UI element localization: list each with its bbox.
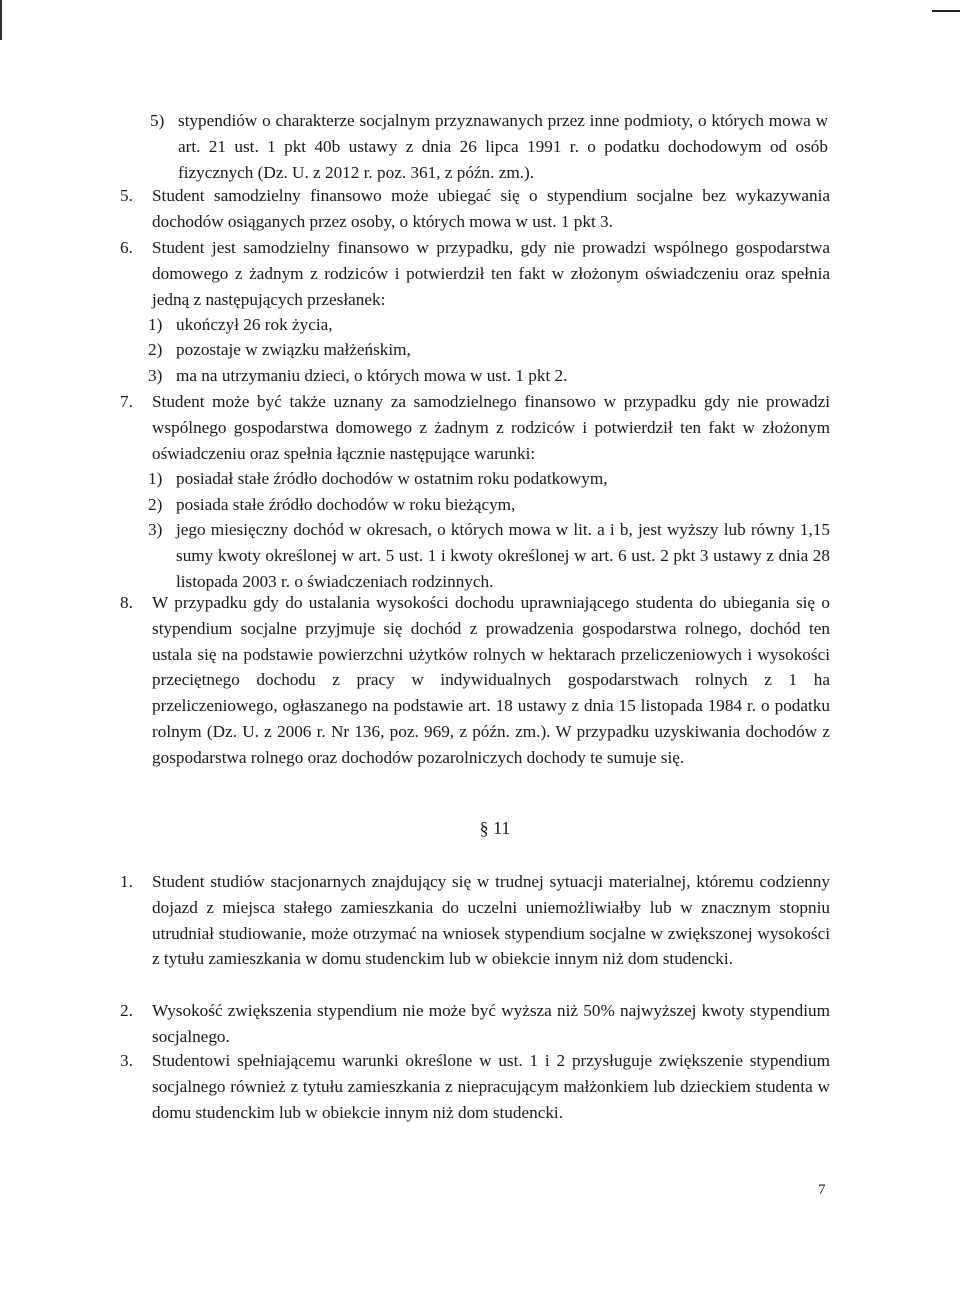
section-heading-text: § 11 [479,818,511,838]
paragraph-text: Studentowi spełniającemu warunki określone w ust. 1 i 2 przysługuje zwiększenie stypendium socjalnego również z tytułu zamieszkania z niepracującym małżonkiem lub dzieckiem studenta w domu studenckim lub w obiekcie innym niż dom studencki. [152,1051,830,1122]
list-item [148,363,826,389]
section-heading [0,818,960,839]
paragraph [120,869,830,972]
paragraph-number: 1. [120,872,133,891]
item-number: 2) [148,495,163,514]
page-number: 7 [818,1182,826,1198]
list-item [148,337,826,363]
paragraph-text: Wysokość zwiększenia stypendium nie może być wyższa niż 50% najwyższej kwoty stypendium socjalnego. [152,1001,830,1046]
item-text: pozostaje w związku małżeńskim, [176,340,411,359]
paragraph-number: 7. [120,392,133,411]
paragraph-number: 2. [120,1001,133,1020]
paragraph-number: 8. [120,593,133,612]
item-number: 1) [148,469,163,488]
paragraph-text: Student może być także uznany za samodzielnego finansowo w przypadku gdy nie prowadzi wspólnego gospodarstwa domowego z żadnym z rodziców i potwierdził ten fakt w złożonym oświadczeniu oraz spełnia łącznie następujące warunki: [152,392,830,463]
paragraph-number: 5. [120,186,133,205]
paragraph-text: W przypadku gdy do ustalania wysokości dochodu uprawniającego studenta do ubiegania się o stypendium socjalne przyjmuje się dochód z prowadzenia gospodarstwa rolnego, dochód ten ustala się na podstawie powierzchni użytków rolnych w hektarach przeliczeniowych i wysokości przeciętnego dochodu z pracy w indywidualnych gospodarstwach rolnych z 1 ha przeliczeniowego, ogłaszanego na podstawie art. 18 ustawy z dnia 15 listopada 1984 r. o podatku rolnym (Dz. U. z 2006 r. Nr 136, poz. 969, z późn. zm.). W przypadku uzyskiwania dochodów z gospodarstwa rolnego oraz dochodów pozarolniczych dochody te sumuje się. [152,593,830,767]
list-item [148,466,826,492]
scan-corner-mark [932,0,960,12]
paragraph-text: Student studiów stacjonarnych znajdujący się w trudnej sytuacji materialnej, któremu codzienny dojazd z miejsca stałego zamieszkania do uczelni uniemożliwiałby lub w znacznym stopniu utrudniał studiowanie, może otrzymać na wniosek stypendium socjalne w zwiększonej wysokości z tytułu zamieszkania w domu studenckim lub w obiekcie innym niż dom studencki. [152,872,830,969]
paragraph-text: Student samodzielny finansowo może ubiegać się o stypendium socjalne bez wykazywania dochodów osiąganych przez osoby, o których mowa w ust. 1 pkt 3. [152,186,830,231]
scan-edge-mark [0,0,2,40]
item-text: stypendiów o charakterze socjalnym przyznawanych przez inne podmioty, o których mowa w art. 21 ust. 1 pkt 40b ustawy z dnia 26 lipca 1991 r. o podatku dochodowym od osób fizycznych (Dz. U. z 2012 r. poz. 361, z późn. zm.). [178,111,828,182]
list-item [148,492,826,518]
item-number: 5) [150,111,165,130]
item-text: posiadał stałe źródło dochodów w ostatnim roku podatkowym, [176,469,608,488]
list-item [148,517,830,594]
item-text: ukończył 26 rok życia, [176,315,333,334]
item-text: jego miesięczny dochód w okresach, o których mowa w lit. a i b, jest wyższy lub równy 1,15 sumy kwoty określonej w art. 5 ust. 1 i kwoty określonej w art. 6 ust. 2 pkt 3 ustawy z dnia 28 listopada 2003 r. o świadczeniach rodzinnych. [176,520,830,591]
list-item [148,312,826,338]
item-text: ma na utrzymaniu dzieci, o których mowa w ust. 1 pkt 2. [176,366,568,385]
item-number: 2) [148,340,163,359]
paragraph [120,998,830,1050]
paragraph-number: 6. [120,238,133,257]
item-number: 1) [148,315,163,334]
paragraph-number: 3. [120,1051,133,1070]
paragraph-text: Student jest samodzielny finansowo w przypadku, gdy nie prowadzi wspólnego gospodarstwa domowego z żadnym z rodziców i potwierdził ten fakt w złożonym oświadczeniu oraz spełnia jedną z następujących przesłanek: [152,238,830,309]
paragraph [120,235,830,312]
paragraph [120,389,830,466]
item-number: 3) [148,520,163,539]
paragraph [120,1048,830,1125]
list-item [150,108,828,185]
paragraph [120,590,830,771]
item-text: posiada stałe źródło dochodów w roku bieżącym, [176,495,516,514]
paragraph [120,183,830,235]
item-number: 3) [148,366,163,385]
